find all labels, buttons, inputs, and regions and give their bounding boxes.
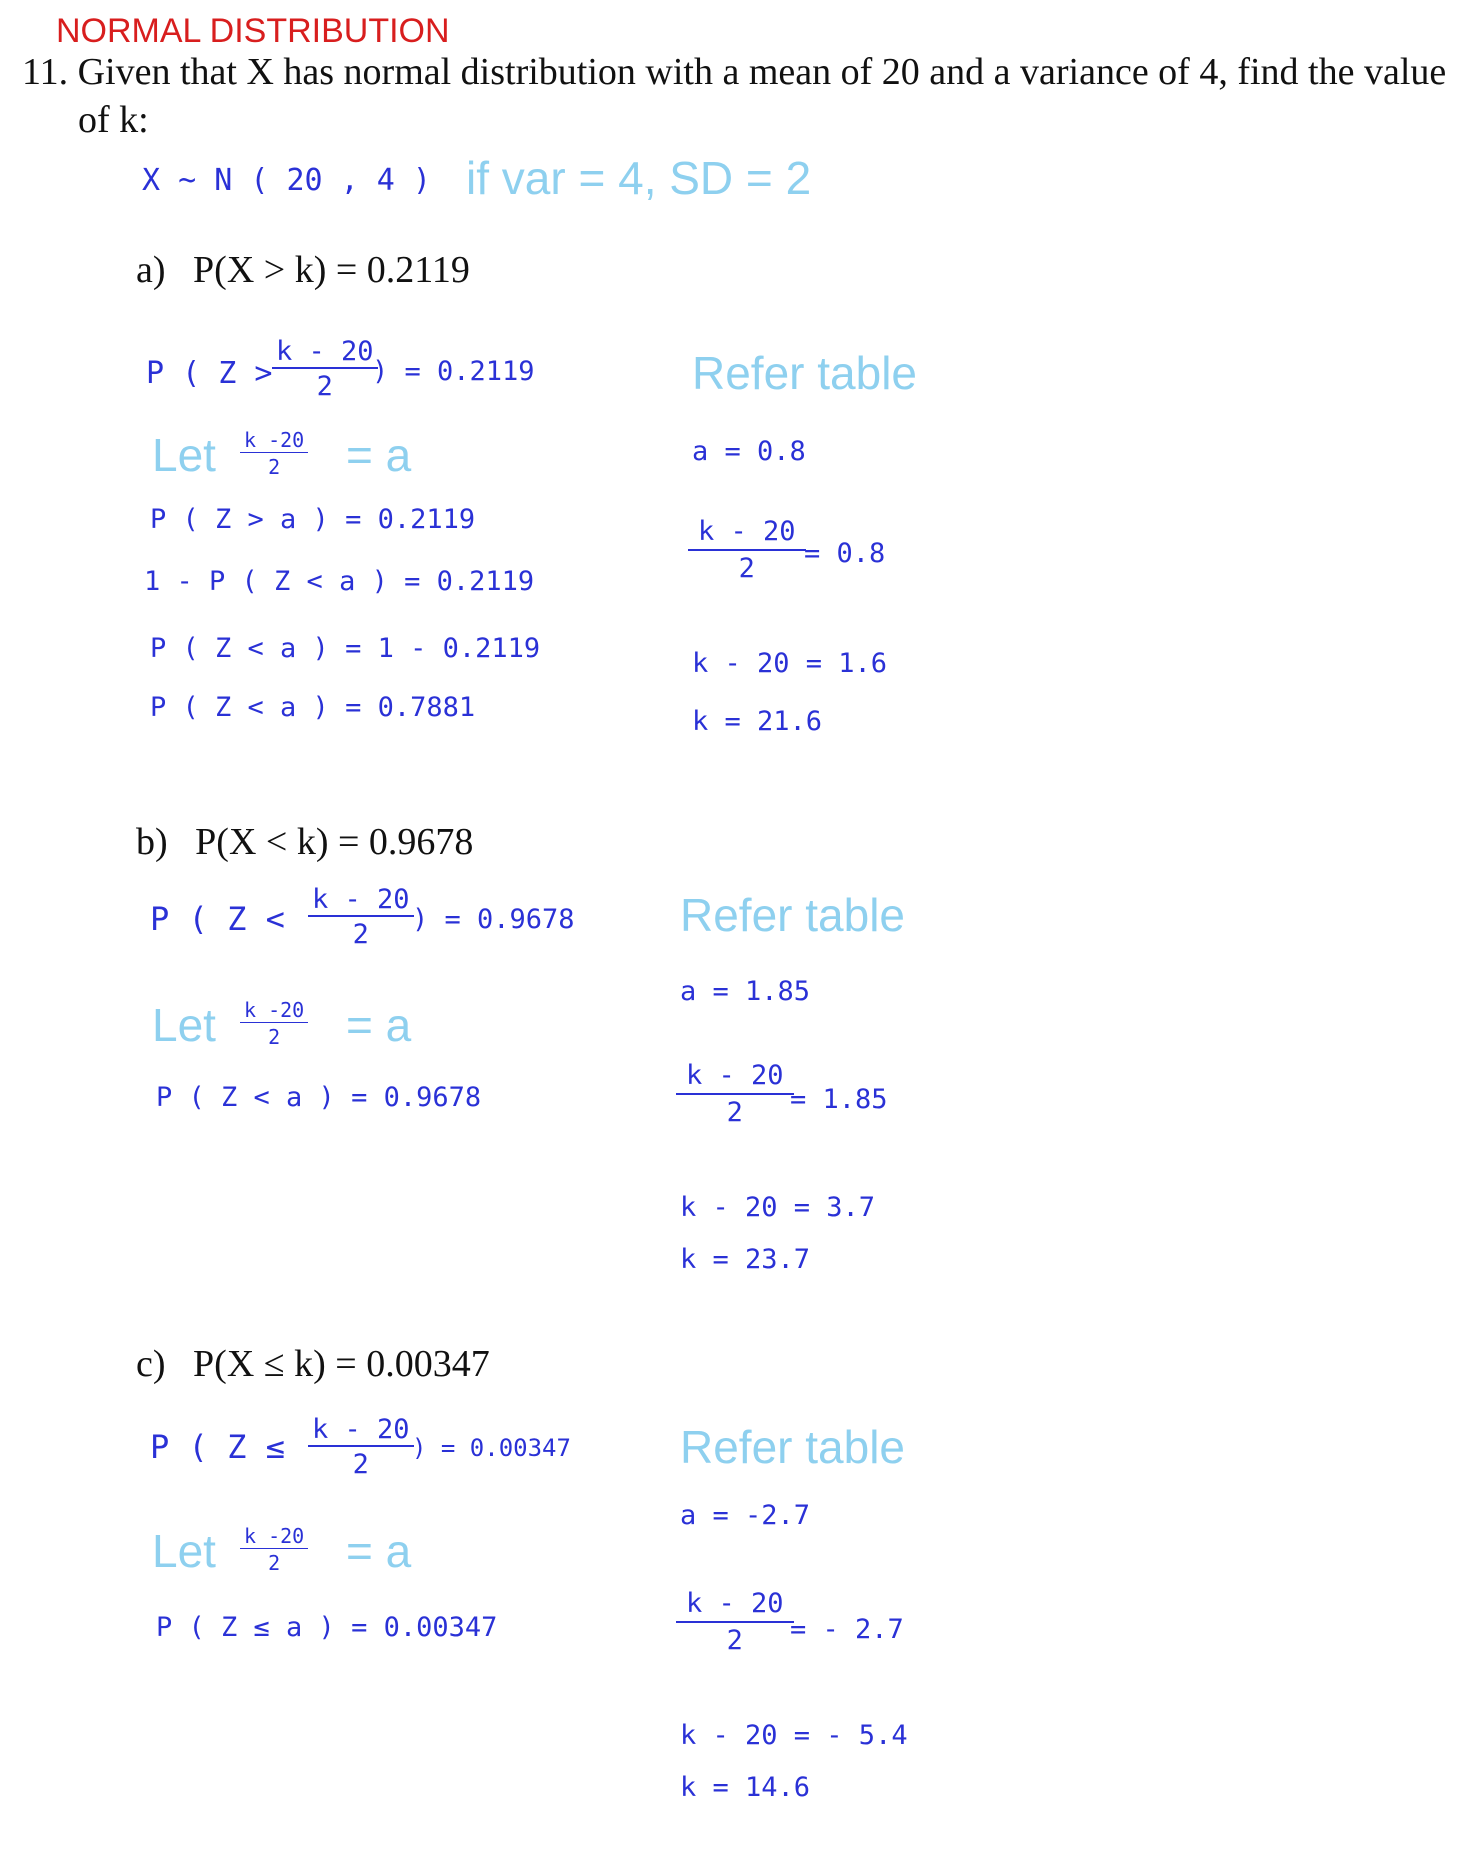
question-number: 11. [22, 51, 69, 93]
sd-note: if var = 4, SD = 2 [466, 152, 812, 204]
part-a-probability: P(X > k) = 0.2119 [193, 249, 470, 291]
part-c-probability: P(X ≤ k) = 0.00347 [193, 1343, 490, 1385]
part-c-refer-table: Refer table [680, 1421, 906, 1473]
page-title: NORMAL DISTRIBUTION [56, 12, 450, 50]
part-c-let-fraction [240, 1524, 308, 1575]
part-c-let-prefix: Let [152, 1525, 216, 1577]
part-a-statement [136, 248, 470, 292]
part-a-final-1: k - 20 = 1.6 [692, 648, 888, 679]
part-c-statement [136, 1342, 490, 1386]
part-b-final-1: k - 20 = 3.7 [680, 1192, 876, 1223]
question-text: Given that X has normal distribution with a mean of 20 and a variance of 4, find the value [77, 51, 1447, 93]
part-a-step-3: P ( Z < a ) = 1 - 0.2119 [150, 633, 541, 664]
fraction-denominator: 2 [352, 919, 369, 950]
part-b-let-fraction [240, 998, 308, 1049]
part-c-final-2: k = 14.6 [680, 1772, 811, 1803]
let-denominator: 2 [268, 455, 281, 479]
part-a-z-suffix: ) = 0.2119 [372, 356, 535, 387]
part-b-step-1: P ( Z < a ) = 0.9678 [156, 1082, 482, 1113]
part-b-label: b) [136, 821, 168, 863]
part-b-a-value: a = 1.85 [680, 976, 811, 1007]
part-b-z-prefix: P ( Z < [150, 900, 285, 938]
fraction-denominator: 2 [352, 1449, 369, 1480]
part-b-k-fraction [676, 1060, 794, 1128]
part-c-a-value: a = -2.7 [680, 1500, 811, 1531]
part-b-let-prefix: Let [152, 999, 216, 1051]
part-c-frac-result: = - 2.7 [790, 1614, 904, 1645]
part-b-probability: P(X < k) = 0.9678 [195, 821, 474, 863]
distribution-notation: X ~ N ( 20 , 4 ) [142, 163, 431, 198]
part-a-step-4: P ( Z < a ) = 0.7881 [150, 692, 476, 723]
part-c-z-suffix: ) = 0.00347 [412, 1434, 571, 1462]
k-numerator: k - 20 [676, 1060, 794, 1095]
let-numerator: k -20 [240, 1524, 308, 1549]
fraction-numerator: k - 20 [308, 1414, 414, 1447]
part-c-final-1: k - 20 = - 5.4 [680, 1720, 908, 1751]
k-denominator: 2 [738, 553, 755, 584]
part-a-let-suffix: = a [346, 429, 412, 481]
part-a-k-fraction [688, 516, 806, 584]
k-numerator: k - 20 [676, 1588, 794, 1623]
let-numerator: k -20 [240, 428, 308, 453]
part-c-let-suffix: = a [346, 1525, 412, 1577]
part-a-refer-table: Refer table [692, 347, 918, 399]
let-denominator: 2 [268, 1551, 281, 1575]
k-denominator: 2 [726, 1097, 743, 1128]
part-b-final-2: k = 23.7 [680, 1244, 811, 1275]
part-a-step-1: P ( Z > a ) = 0.2119 [150, 504, 476, 535]
part-a-final-2: k = 21.6 [692, 706, 823, 737]
part-b-refer-table: Refer table [680, 889, 906, 941]
question-line-1 [22, 48, 1446, 96]
k-denominator: 2 [726, 1625, 743, 1656]
part-b-z-suffix: ) = 0.9678 [412, 904, 575, 935]
part-c-k-fraction [676, 1588, 794, 1656]
let-denominator: 2 [268, 1025, 281, 1049]
part-b-let-suffix: = a [346, 999, 412, 1051]
k-numerator: k - 20 [688, 516, 806, 551]
part-a-frac-result: = 0.8 [804, 538, 886, 569]
part-a-let-prefix: Let [152, 429, 216, 481]
part-a-step-2: 1 - P ( Z < a ) = 0.2119 [144, 566, 535, 597]
part-b-frac-result: = 1.85 [790, 1084, 888, 1115]
part-a-z-fraction [272, 336, 378, 402]
fraction-numerator: k - 20 [308, 884, 414, 917]
part-c-label: c) [136, 1343, 166, 1385]
part-c-step-1: P ( Z ≤ a ) = 0.00347 [156, 1612, 498, 1643]
part-a-z-prefix: P ( Z > [146, 356, 273, 391]
part-a-label: a) [136, 249, 166, 291]
fraction-numerator: k - 20 [272, 336, 378, 369]
part-c-z-fraction [308, 1414, 414, 1480]
part-a-a-value: a = 0.8 [692, 436, 806, 467]
let-numerator: k -20 [240, 998, 308, 1023]
part-c-z-prefix: P ( Z ≤ [150, 1428, 285, 1466]
fraction-denominator: 2 [316, 371, 333, 402]
part-a-let-fraction [240, 428, 308, 479]
part-b-statement [136, 820, 473, 864]
part-b-z-fraction [308, 884, 414, 950]
question-line-2: of k: [78, 99, 149, 141]
